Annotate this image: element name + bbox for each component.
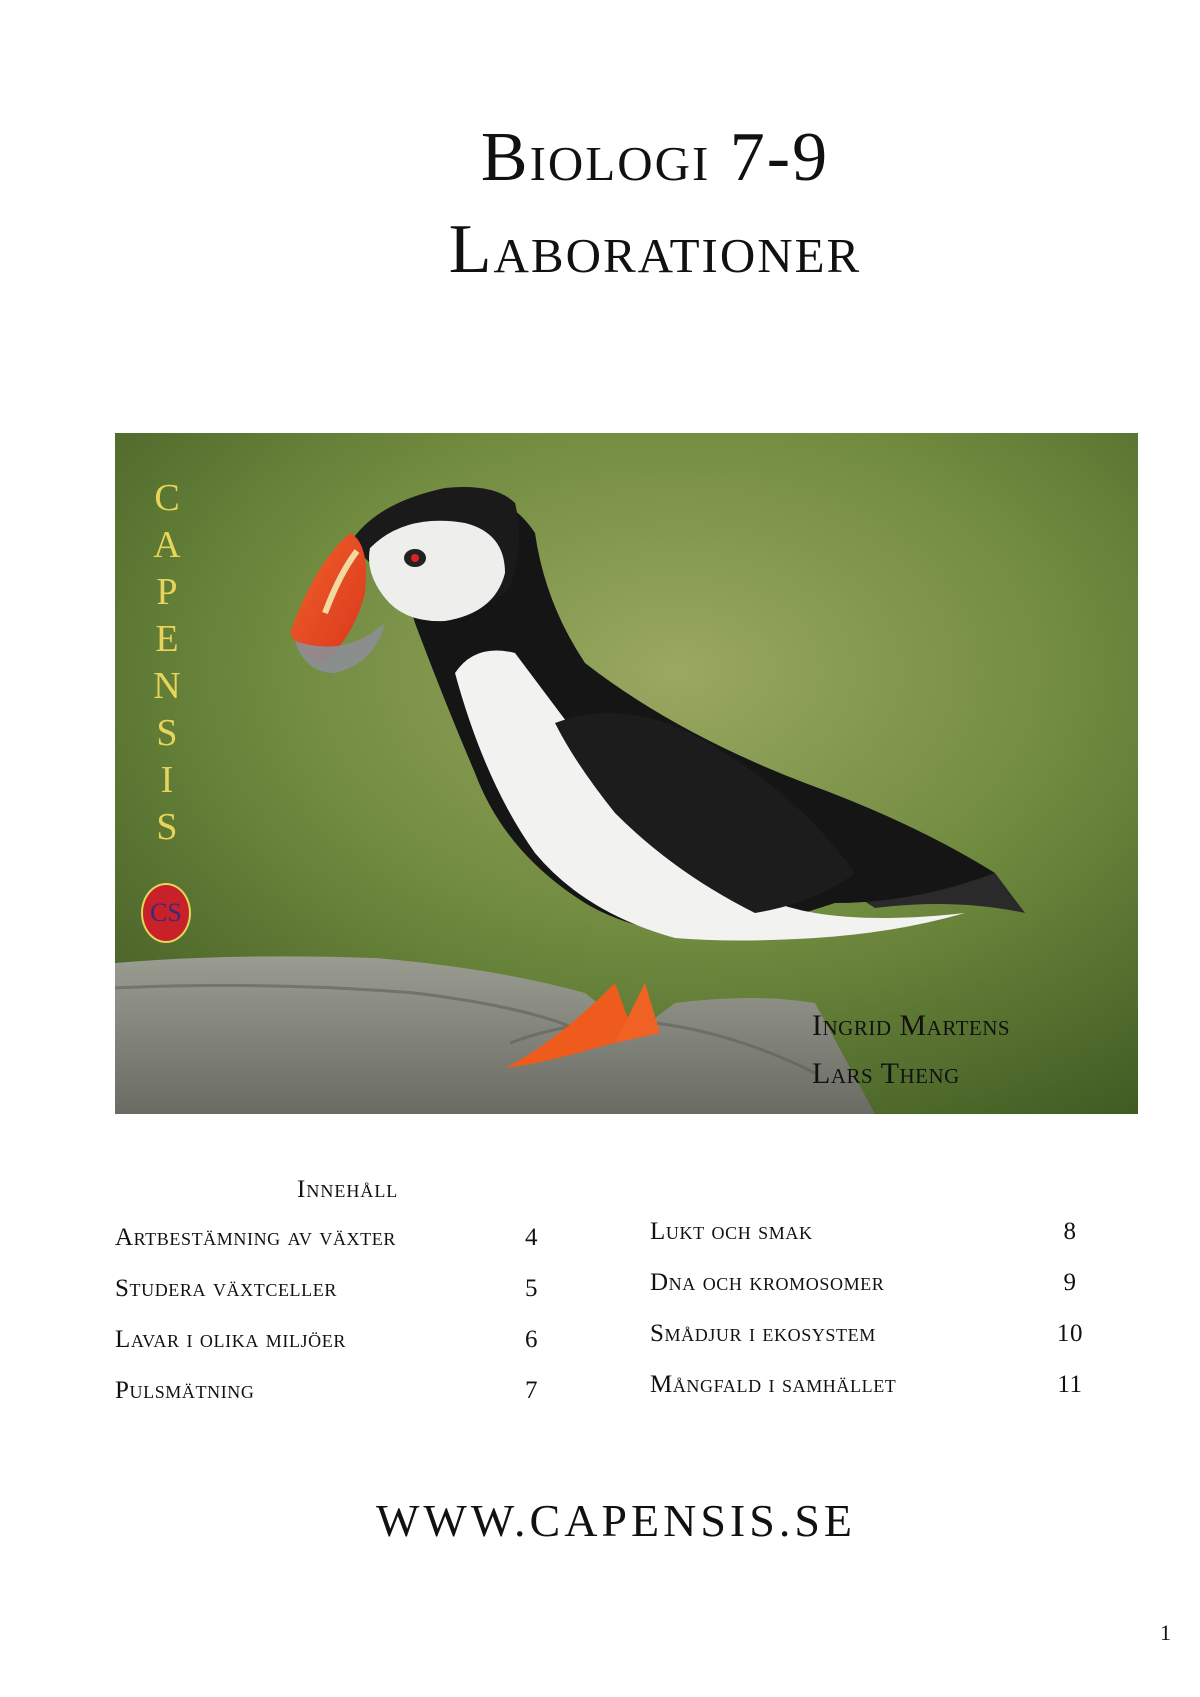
brand-letter: S — [156, 712, 178, 754]
toc-entry-page: 4 — [525, 1224, 539, 1251]
toc-entry-label: Lavar i olika miljöer — [115, 1326, 346, 1353]
brand-letter: A — [153, 524, 181, 566]
website-link[interactable]: WWW.CAPENSIS.SE — [376, 1495, 856, 1546]
toc-entry-label: Mångfald i samhället — [650, 1371, 897, 1398]
toc-column-left — [115, 1224, 545, 1428]
toc-entry[interactable] — [115, 1326, 545, 1377]
toc-entry-page: 8 — [1063, 1218, 1077, 1245]
brand-letter: E — [155, 618, 179, 660]
title-line-1: Biologi 7-9 — [480, 119, 830, 196]
toc-entry-label: Pulsmätning — [115, 1377, 255, 1404]
cover-photo — [115, 433, 1138, 1114]
toc-entry-label: Lukt och smak — [650, 1218, 813, 1245]
page-title — [0, 112, 1200, 296]
toc-entry[interactable] — [650, 1371, 1083, 1422]
toc-entry[interactable] — [115, 1377, 545, 1428]
title-line-2: Laborationer — [448, 211, 862, 288]
toc-entry-page: 10 — [1056, 1320, 1084, 1347]
brand-letter: C — [154, 477, 180, 519]
page-number: 1 — [1160, 1620, 1171, 1645]
capensis-logo-seal: CS — [141, 883, 191, 943]
brand-letter: N — [153, 665, 181, 707]
toc-entry-label: Dna och kromosomer — [650, 1269, 885, 1296]
toc-entry[interactable] — [115, 1224, 545, 1275]
toc-heading: Innehåll — [297, 1176, 399, 1203]
toc-entry-page: 6 — [525, 1326, 539, 1353]
toc-entry-label: Artbestämning av växter — [115, 1224, 396, 1251]
toc-entry[interactable] — [650, 1320, 1084, 1371]
author-name: Lars Theng — [812, 1057, 960, 1090]
toc-entry-page: 7 — [525, 1377, 539, 1404]
toc-entry-page: 11 — [1057, 1371, 1083, 1398]
toc-entry[interactable] — [115, 1275, 545, 1326]
toc-entry-page: 9 — [1063, 1269, 1077, 1296]
toc-entry[interactable] — [650, 1269, 1080, 1320]
toc-entry-label: Smådjur i ekosystem — [650, 1320, 876, 1347]
brand-letter: S — [156, 806, 178, 848]
brand-letter: P — [156, 571, 178, 613]
toc-entry[interactable] — [650, 1218, 1080, 1269]
toc-entry-page: 5 — [525, 1275, 539, 1302]
author-name: Ingrid Martens — [812, 1009, 1011, 1042]
toc-column-right — [650, 1218, 1084, 1422]
toc-entry-label: Studera växtceller — [115, 1275, 337, 1302]
brand-letter: I — [160, 759, 174, 801]
